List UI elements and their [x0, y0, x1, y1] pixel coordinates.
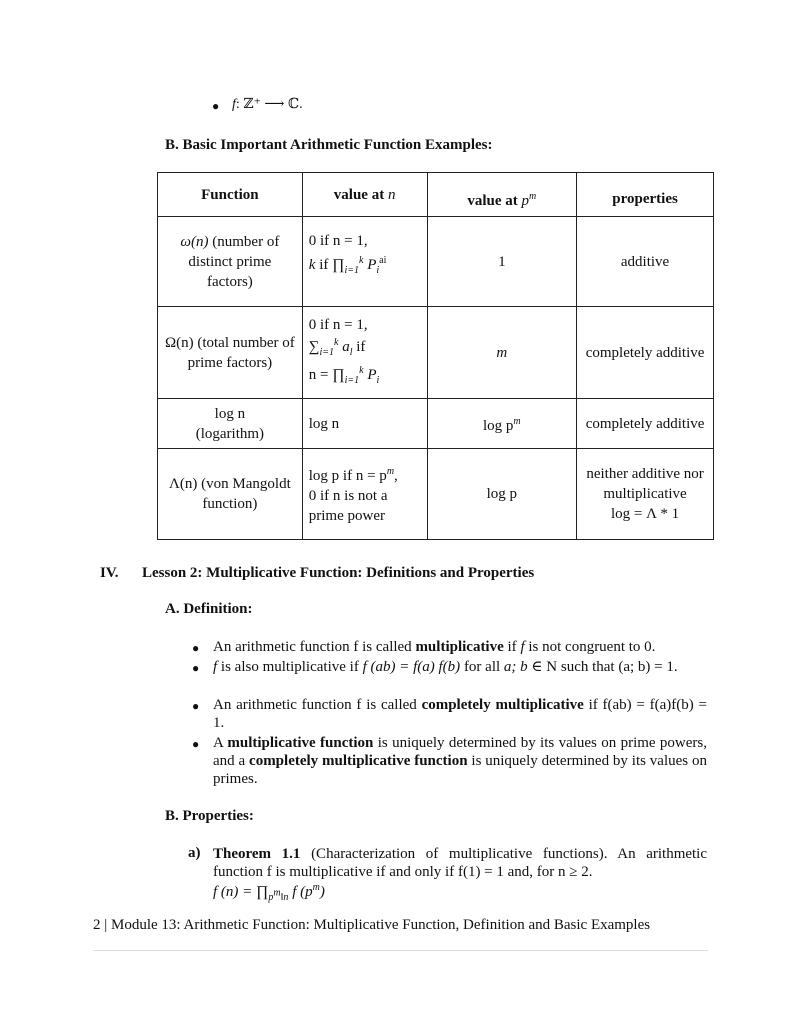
cell-value-n — [302, 449, 427, 540]
bullet-icon: ● — [192, 641, 200, 655]
function-symbol: Λ(n) — [169, 476, 198, 492]
text: if — [352, 338, 366, 355]
header-value-n — [302, 173, 427, 217]
sup: k — [359, 364, 364, 376]
var: k — [308, 257, 316, 273]
section-iv-title: Lesson 2: Multiplicative Function: Definitions and Properties — [142, 565, 535, 581]
function-desc: (von Mangoldt function) — [197, 476, 291, 512]
function-symbol: log n — [214, 405, 246, 422]
cell-value-n: log n — [302, 399, 427, 449]
arithmetic-functions-table — [157, 172, 714, 540]
var: P — [363, 257, 377, 273]
header-text: value at — [467, 192, 522, 209]
sub: l — [349, 346, 353, 358]
bullet-icon: ● — [212, 99, 220, 113]
sum: ∑ — [308, 338, 320, 355]
header-var: p — [521, 192, 530, 209]
value-line — [309, 251, 421, 281]
text: log p — [482, 417, 514, 434]
properties-heading: B. Properties: — [165, 808, 254, 824]
sup: k — [334, 336, 339, 348]
cell-properties — [577, 449, 714, 540]
sup: m — [513, 415, 521, 427]
properties-text: neither additive nor multiplicative — [586, 466, 704, 502]
sup: m — [312, 882, 320, 893]
sub: i=1 — [319, 346, 334, 358]
function-desc: (logarithm) — [195, 425, 265, 442]
bullet-icon: ● — [192, 661, 200, 675]
function-symbol: Ω(n) — [164, 334, 194, 351]
text: log p if n = p — [308, 468, 387, 484]
text: A — [213, 735, 228, 751]
section-iv-number: IV. — [100, 565, 119, 581]
definition-bullet — [213, 658, 707, 676]
italic: f — [213, 659, 218, 675]
value-line — [309, 334, 421, 362]
value-line: 0 if n = 1, — [308, 233, 368, 249]
bold-term: completely multiplicative function — [249, 753, 468, 769]
value-line: 0 if n = 1, — [308, 316, 368, 333]
var: P — [363, 366, 377, 383]
cell-properties: completely additive — [577, 307, 714, 399]
cell-value-pm — [427, 399, 577, 449]
bullet-icon: ● — [192, 737, 200, 751]
cell-properties: additive — [577, 217, 714, 307]
bold-term: multiplicative function — [227, 735, 374, 751]
header-text: value at — [333, 186, 388, 203]
sub: i=1 — [344, 374, 360, 386]
sup: k — [358, 255, 364, 266]
table-row — [158, 449, 714, 540]
item-label: a) — [188, 845, 201, 861]
header-var: n — [387, 186, 396, 203]
cell-value-n — [302, 217, 427, 307]
footer-divider — [93, 950, 708, 951]
text: ) — [319, 884, 325, 900]
cell-value-pm: 1 — [427, 217, 577, 307]
cell-value-pm: m — [427, 307, 577, 399]
function-mapping: : ℤ⁺ ⟶ ℂ. — [235, 97, 303, 112]
function-domain-statement — [232, 96, 303, 113]
bullet-icon: ● — [192, 699, 200, 713]
text: is also multiplicative if — [217, 659, 363, 675]
italic: a; b — [503, 659, 528, 675]
italic: f — [520, 639, 525, 655]
sub: ‖n — [280, 892, 289, 903]
sub: i — [376, 265, 380, 276]
sub: i — [376, 374, 380, 386]
definition-heading: A. Definition: — [165, 601, 253, 617]
function-symbol: ω(n) — [180, 233, 209, 250]
page-footer: 2 | Module 13: Arithmetic Function: Multiplicative Function, Definition and Basic Examples — [93, 917, 651, 933]
definition-bullet — [213, 734, 707, 788]
text: is not congruent to 0. — [524, 639, 656, 655]
header-exp: m — [529, 190, 537, 202]
text: for all — [460, 659, 504, 675]
text: An arithmetic function f is called — [213, 639, 416, 655]
text: if — [503, 639, 521, 655]
cell-value-n — [302, 307, 427, 399]
value-line — [309, 462, 421, 486]
text: ∈ N such that (a; b) = 1. — [527, 659, 678, 675]
properties-identity: log = Λ * 1 — [611, 506, 680, 522]
text: is uniquely determined by its values on primes. — [213, 753, 707, 787]
cell-function — [158, 307, 303, 399]
theorem-formula — [213, 882, 325, 903]
sub: p — [268, 892, 274, 903]
text: , — [394, 468, 398, 484]
cell-properties: completely additive — [577, 399, 714, 449]
theorem-paragraph — [213, 845, 707, 881]
definition-bullet — [213, 638, 707, 656]
bold-term: multiplicative — [415, 639, 504, 655]
sub: i=1 — [344, 265, 359, 276]
text: f (n) = ∏ — [213, 884, 269, 900]
cell-function — [158, 449, 303, 540]
cell-function — [158, 399, 303, 449]
value-line — [309, 362, 421, 390]
text: f (p — [288, 884, 313, 900]
italic: f (ab) = f(a) f(b) — [362, 659, 461, 675]
definition-bullet — [213, 696, 707, 732]
cell-function — [158, 217, 303, 307]
sup: m — [273, 887, 281, 899]
table-row — [158, 217, 714, 307]
bold-term: completely multiplicative — [421, 697, 584, 713]
theorem-label: Theorem 1.1 — [213, 846, 301, 862]
table-row — [158, 399, 714, 449]
text: is uniquely determined by its values on prime powers, and a — [213, 735, 707, 769]
sup: m — [386, 466, 395, 477]
header-function: Function — [158, 173, 303, 217]
table-header-row — [158, 173, 714, 217]
section-b-heading: B. Basic Important Arithmetic Function Examples: — [165, 137, 493, 153]
text: if ∏ — [315, 257, 345, 273]
function-desc: (number of distinct prime factors) — [188, 233, 280, 290]
function-symbol: f — [232, 97, 236, 112]
text: if f(ab) = f(a)f(b) = 1. — [213, 697, 707, 731]
text: An arithmetic function f is called — [213, 697, 422, 713]
header-value-pm — [427, 173, 577, 217]
theorem-text: (Characterization of multiplicative functions). An arithmetic function f is multiplicative if and only if f(1) = 1 and, for n ≥ 2. — [213, 846, 708, 880]
var: a — [338, 338, 350, 355]
sup: ai — [379, 255, 387, 266]
cell-value-pm: log p — [427, 449, 577, 540]
text: n = ∏ — [308, 366, 345, 383]
function-desc: (total number of prime factors) — [187, 334, 295, 371]
value-line: 0 if n is not a prime power — [308, 488, 388, 524]
table-row — [158, 307, 714, 399]
header-properties: properties — [577, 173, 714, 217]
